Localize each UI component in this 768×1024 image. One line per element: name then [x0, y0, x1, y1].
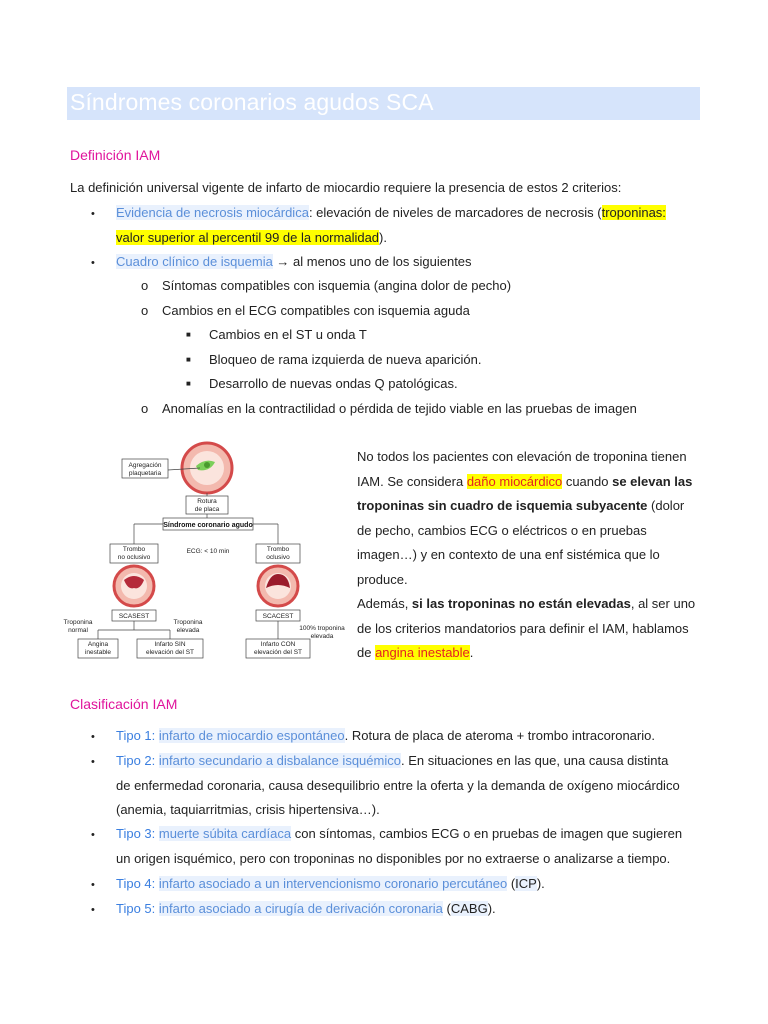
subsub-item-ondas-q: Desarrollo de nuevas ondas Q patológicas.: [209, 376, 458, 391]
sca-diagram-svg: [60, 440, 345, 670]
tipo-2-line-1: [116, 749, 668, 774]
scacest-label: SCACEST: [262, 613, 294, 620]
trop-elev-label-1: Troponina: [173, 619, 203, 626]
p2-text-a: Además,: [357, 596, 412, 611]
p1-text-b: cuando: [562, 473, 613, 489]
ecg-label: ECG: < 10 min: [186, 548, 230, 555]
p1-bold: se elevan las troponinas sin cuadro de isquemia subyacente: [357, 473, 693, 513]
tipo-1-text: . Rotura de placa de ateroma + trombo intracoronario.: [344, 728, 655, 743]
rotura-label-1: Rotura: [197, 498, 217, 505]
infarto-con-label-1: Infarto CON: [260, 641, 296, 648]
highlight-dano-miocardico: daño miocárdico: [466, 473, 563, 489]
trombo-no-label-1: Trombo: [122, 546, 146, 553]
abbr-icp: ICP: [515, 876, 537, 891]
tipo-4-close: ).: [536, 876, 545, 891]
p1-text-c: (dolor de pecho, cambios ECG o eléctricos o en pruebas imagen…) y en contexto de una enf sistémica que lo produce.: [357, 498, 685, 587]
infarto-sin-label-2: elevación del ST: [145, 649, 195, 656]
sub-marker: o: [141, 303, 149, 318]
bullet-marker: •: [91, 829, 95, 841]
tipo-3-line-2: un origen isquémico, pero con troponinas no disponibles por no extraerse o analizarse a tiempo.: [116, 851, 671, 866]
sub-marker: o: [141, 401, 149, 416]
tipo-5-label: Tipo 5:: [116, 901, 159, 916]
subsub-marker: ■: [186, 379, 191, 388]
sub-item-anomalias: Anomalías en la contractilidad o pérdida de tejido viable en las pruebas de imagen: [162, 401, 637, 416]
agregacion-label-2: plaquetaria: [128, 470, 162, 477]
link-tipo-3[interactable]: muerte súbita cardíaca: [158, 826, 292, 841]
side-paragraph-2: [357, 592, 702, 666]
criterion-1-line-2: [116, 226, 387, 251]
tipo-3-text-1: con síntomas, cambios ECG o en pruebas de imagen que sugieren: [291, 826, 683, 841]
tipo-2-label: Tipo 2:: [116, 753, 159, 768]
sindrome-label: Síndrome coronario agudo: [163, 522, 253, 529]
tipo-2-text-1: . En situaciones en las que, una causa distinta: [400, 753, 669, 768]
tipo-3-line-1: [116, 822, 682, 847]
infarto-con-label-2: elevación del ST: [253, 649, 303, 656]
bullet-marker: •: [91, 208, 95, 220]
p1-text-a: No todos los pacientes con elevación de troponina tienen IAM. Se considera: [357, 449, 687, 489]
link-tipo-1[interactable]: infarto de miocardio espontáneo: [158, 728, 345, 743]
angina-label-2: inestable: [84, 649, 112, 656]
trombo-oc-label-2: oclusivo: [266, 554, 290, 561]
agregacion-label-1: Agregación: [128, 462, 162, 469]
link-cuadro-clinico[interactable]: Cuadro clínico de isquemia: [116, 254, 273, 269]
link-tipo-4[interactable]: infarto asociado a un intervencionismo coronario percutáneo: [158, 876, 508, 891]
trombo-no-label-2: no oclusivo: [117, 554, 151, 561]
sub-marker: o: [141, 278, 149, 293]
side-paragraph-1: [357, 445, 702, 592]
angina-label-1: Angina: [87, 641, 109, 648]
bullet-marker: •: [91, 879, 95, 891]
trop100-label-2: elevada: [310, 633, 334, 640]
subsub-marker: ■: [186, 330, 191, 339]
criterion-1-end: ).: [379, 230, 387, 245]
tipo-1-label: Tipo 1:: [116, 728, 159, 743]
artery-right-icon: [258, 566, 298, 606]
tipo-5-close: ).: [487, 901, 496, 916]
tipo-3-label: Tipo 3:: [116, 826, 159, 841]
link-tipo-2[interactable]: infarto secundario a disbalance isquémico: [158, 753, 401, 768]
highlight-percentil: valor superior al percentil 99 de la normalidad: [116, 230, 380, 245]
criterion-2-line: [116, 250, 472, 275]
bullet-marker: •: [91, 257, 95, 269]
tipo-4-label: Tipo 4:: [116, 876, 159, 891]
trop-normal-label-2: normal: [68, 627, 88, 634]
trop-normal-label-1: Troponina: [63, 619, 93, 626]
intro-text: La definición universal vigente de infarto de miocardio requiere la presencia de estos 2 criterios:: [70, 180, 622, 195]
tipo-2-line-2: de enfermedad coronaria, causa desequilibrio entre la oferta y la demanda de oxígeno miocárdico: [116, 778, 680, 793]
link-necrosis[interactable]: Evidencia de necrosis miocárdica: [116, 205, 309, 220]
abbr-cabg: CABG: [450, 901, 488, 916]
tipo-5-open: (: [442, 901, 451, 916]
sub-item-sintomas: Síntomas compatibles con isquemia (angina dolor de pecho): [162, 278, 512, 293]
infarto-sin-label-1: Infarto SIN: [154, 641, 186, 648]
trop100-label-1: 100% troponina: [299, 625, 345, 632]
bullet-marker: •: [91, 904, 95, 916]
highlight-angina-inestable: angina inestable: [375, 645, 470, 660]
bullet-marker: •: [91, 756, 95, 768]
p2-text-c: .: [469, 645, 474, 660]
rotura-label-2: de placa: [194, 506, 220, 513]
criterion-2-text: → al menos uno de los siguientes: [272, 254, 472, 269]
highlight-troponinas: troponinas:: [601, 205, 666, 220]
trombo-oc-label-1: Trombo: [266, 546, 290, 553]
bullet-marker: •: [91, 731, 95, 743]
p2-text-b: , al ser uno de los criterios mandatorios para definir el IAM, hablamos de: [357, 596, 696, 660]
title-bar: [67, 87, 700, 120]
tipo-2-line-3: (anemia, taquiarritmias, crisis hipertensiva…).: [116, 802, 380, 817]
criterion-1-line-1: [116, 201, 666, 226]
tipo-1-line: [116, 724, 655, 749]
artery-left-icon: [114, 566, 154, 606]
artery-top-icon: [182, 443, 232, 493]
heading-clasificacion: Clasificación IAM: [70, 696, 178, 712]
sca-diagram: [60, 440, 345, 670]
subsub-item-st: Cambios en el ST u onda T: [209, 327, 367, 342]
tipo-5-line: [116, 897, 496, 922]
subsub-item-bloqueo: Bloqueo de rama izquierda de nueva aparición.: [209, 352, 482, 367]
tipo-4-line: [116, 872, 545, 897]
scasest-label: SCASEST: [118, 613, 150, 620]
subsub-marker: ■: [186, 355, 191, 364]
trop-elev-label-2: elevada: [176, 627, 200, 634]
page-title: Síndromes coronarios agudos SCA: [70, 89, 434, 115]
heading-definicion: Definición IAM: [70, 147, 161, 163]
sub-item-ecg: Cambios en el ECG compatibles con isquemia aguda: [162, 303, 470, 318]
link-tipo-5[interactable]: infarto asociado a cirugía de derivación coronaria: [158, 901, 443, 916]
tipo-4-open: (: [507, 876, 516, 891]
criterion-1-text: : elevación de niveles de marcadores de necrosis (: [308, 205, 602, 220]
p2-bold: si las troponinas no están elevadas: [411, 596, 631, 611]
